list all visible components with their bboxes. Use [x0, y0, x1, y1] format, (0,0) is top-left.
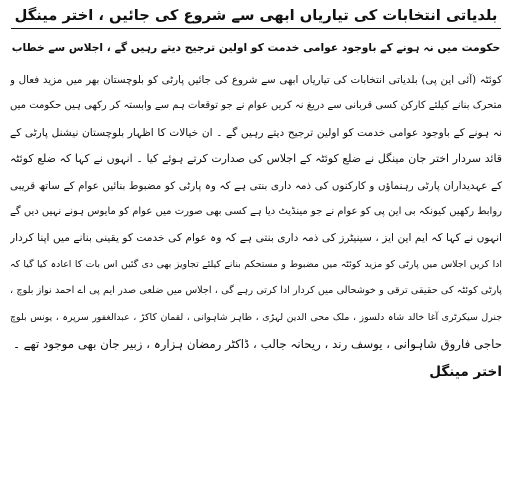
- body-line: متحرک بنانے کیلئے کارکن کسی قربانی سے دریغ نہ کریں عوام نے جو توقعات ہم سے وابستہ کر رکھی ہیں حکومت میں: [10, 100, 502, 112]
- body-line: کوئٹہ (آئی این پی) بلدیاتی انتخابات کی تیاریاں ابھی سے شروع کی جائیں پارٹی کو بلوچستان بھر میں مزید فعال و: [10, 74, 502, 86]
- article-body: [10, 67, 502, 357]
- body-line: جنرل سیکرٹری آغا خالد شاہ دلسوز ، ملک محی الدین لہڑی ، طاہر شاہوانی ، لقمان کاکڑ ، عبدالغفور سرپرہ ، یونس بلوچ: [10, 311, 502, 323]
- body-line: پارٹی کوئٹہ کی حقیقی ترقی و خوشحالی میں کردار ادا کرتی رہے گی ، اجلاس میں ضلعی صدر ایم پی اے احمد نواز بلوچ ،: [10, 285, 502, 297]
- body-line: روابط رکھیں کیونکہ بی این پی کو عوام نے جو مینڈیٹ دیا ہے کسی بھی صورت میں عوام کو مایوس ہونے نہیں دیں گے: [10, 205, 502, 217]
- body-line: ادا کریں اجلاس میں پارٹی کو مزید کوئٹہ میں مضبوط و مستحکم بنانے کیلئے تجاویز بھی دی گئیں اس بات کا اعادہ کیا گیا کہ: [10, 258, 502, 270]
- body-line: نہ ہونے کے باوجود عوامی خدمت کو اولین ترجیح دیتے رہیں گے ۔ ان خیالات کا اظہار بلوچستان نیشنل پارٹی کے: [10, 126, 502, 139]
- subheadline: حکومت میں نہ ہونے کے باوجود عوامی خدمت کو اولین ترجیح دیتے رہیں گے ، اجلاس سے خطاب: [11, 41, 501, 54]
- headline-text: بلدیاتی انتخابات کی تیاریاں ابھی سے شروع کی جائیں ، اختر مینگل: [11, 4, 502, 29]
- body-line: کے عہدیداران پارٹی رہنماؤں و کارکنوں کی ذمہ داری بنتی ہے کہ وہ پارٹی کو مضبوط بنائیں عوام کے ساتھ قریبی: [10, 179, 502, 192]
- byline: اختر مینگل: [429, 364, 502, 381]
- headline: [10, 4, 502, 29]
- body-line: قائد سردار اختر جان مینگل نے ضلع کوئٹہ کے اجلاس کی صدارت کرتے ہوئے کیا ۔ انہوں نے کہا کہ ضلع کوئٹہ: [10, 152, 502, 166]
- body-line: حاجی فاروق شاہوانی ، یوسف رند ، ریحانہ جالب ، ڈاکٹر رمضان ہزارہ ، زبیر جان بھی موجود تھے ۔: [12, 336, 502, 351]
- body-line: انہوں نے کہا کہ ایم این ایز ، سینیٹرز کی ذمہ داری بنتی ہے کہ وہ عوام کی خدمت کو یقینی بنانے میں اپنا کردار: [10, 232, 502, 245]
